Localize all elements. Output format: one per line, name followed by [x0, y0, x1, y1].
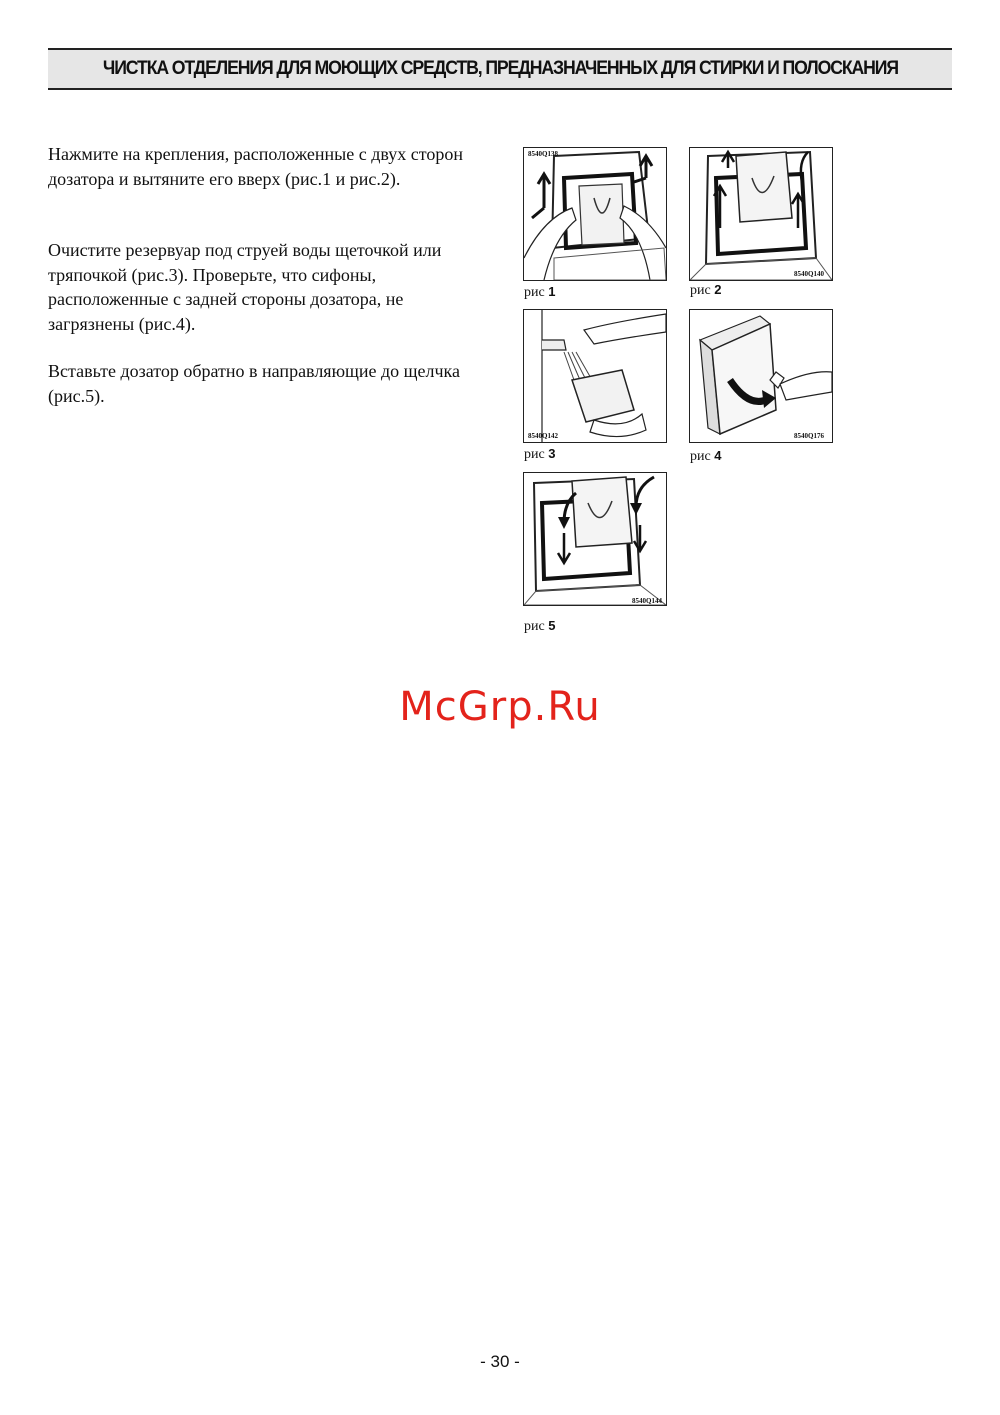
dispenser-insert-drawing: [524, 473, 666, 605]
dispenser-lifted-drawing: [690, 148, 832, 280]
rinse-under-tap-drawing: [524, 310, 666, 442]
figure-4-caption: рис 4: [690, 448, 722, 464]
instruction-paragraph-1: Нажмите на крепления, расположенные с двух сторон дозатора и вытяните его вверх (рис.1 и рис.2).: [48, 144, 464, 189]
figure-code: 8540Q176: [794, 432, 824, 440]
figure-code: 8540Q144: [632, 597, 662, 605]
figure-code: 8540Q142: [528, 432, 558, 440]
figure-code: 8540Q140: [794, 270, 824, 278]
page-title: ЧИСТКА ОТДЕЛЕНИЯ ДЛЯ МОЮЩИХ СРЕДСТВ, ПРЕДНАЗНАЧЕННЫХ ДЛЯ СТИРКИ И ПОЛОСКАНИЯ: [102, 58, 898, 79]
figure-1-illustration: [523, 147, 667, 281]
page-number: - 30 -: [480, 1352, 520, 1371]
siphon-check-drawing: [690, 310, 832, 442]
figure-2-illustration: [689, 147, 833, 281]
figure-5-caption: рис 5: [524, 618, 556, 634]
figure-1-caption: рис 1: [524, 284, 556, 300]
figure-3-illustration: [523, 309, 667, 443]
page-header: [48, 48, 952, 90]
figure-3-caption: рис 3: [524, 446, 556, 462]
instruction-paragraph-3: Вставьте дозатор обратно в направляющие до щелчка (рис.5).: [48, 361, 461, 406]
figure-code: 8540Q138: [528, 150, 558, 158]
instruction-paragraph-2: Очистите резервуар под струей воды щеточкой или тряпочкой (рис.3). Проверьте, что сифоны, расположенные с задней стороны дозатора, не загрязнены (рис.4).: [48, 240, 442, 334]
figure-5-illustration: [523, 472, 667, 606]
watermark: McGrp.Ru: [399, 684, 601, 730]
figure-4-illustration: [689, 309, 833, 443]
dispenser-removal-drawing: [524, 148, 666, 280]
figure-2-caption: рис 2: [690, 282, 722, 298]
